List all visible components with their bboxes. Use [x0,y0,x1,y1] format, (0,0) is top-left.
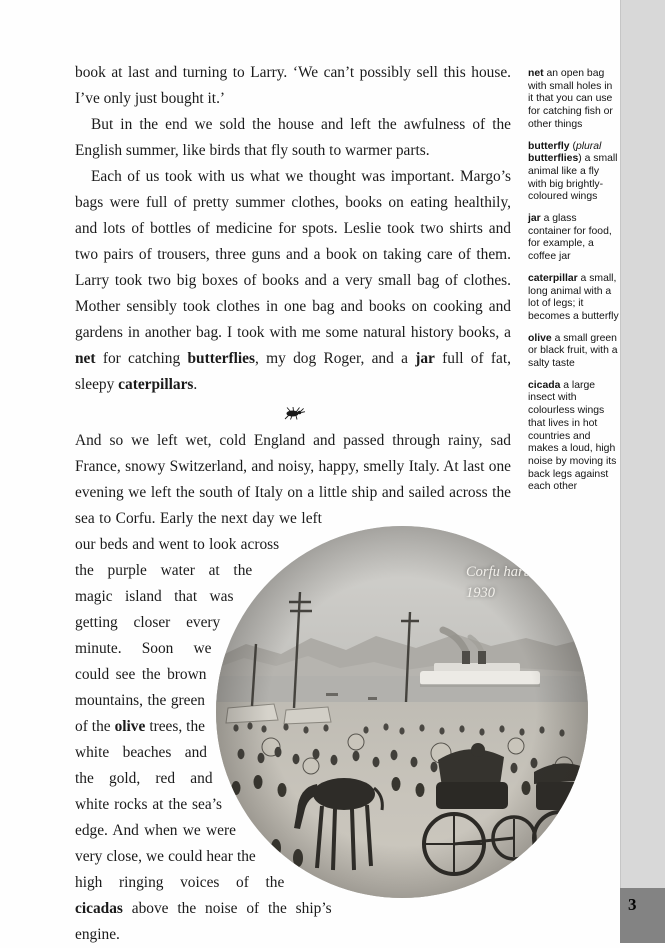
glossary-entry-cicada: cicada a large insect with colourless wings that lives in hot countries and makes a loud, high noise by moving its back legs against each other [528,379,617,493]
page-edge-strip [620,0,665,943]
page-number-box [620,888,665,943]
photo-caption-line1: Corfu harbour, [466,564,554,580]
paragraph-text: And so we left wet, cold England and passed through rainy, sad France, snowy Switzerland, and noisy, happy, smelly Italy. At last one evening we left the south of Italy on a little ship and sailed across the sea to Corfu. Early the next day we left our beds and went to look across the purple water at the magic island that was getting closer every minute. Soon we could see the brown mountains, the green of the olive trees, the white beaches and the gold, red and white rocks at the sea’s edge. And when we were very close, we could hear the high ringing voices of the cicadas above the noise of the ship’s engine. [75,432,511,943]
glossary-entry-olive: olive a small green or black fruit, with a salty taste [528,332,618,370]
photo-caption [466,562,588,604]
photo-float-spacer [75,428,554,908]
insect-icon [280,406,306,420]
photo-caption-line2: 1930 [466,585,495,601]
glossary-entry-caterpillar: caterpillar a small, long animal with a lot of legs; it becomes a butterfly [528,272,619,322]
corfu-harbour-photo [216,526,588,898]
paragraph: book at last and turning to Larry. ‘We can’t possibly sell this house. I’ve only just bought it.’ [75,64,511,107]
paragraph [75,428,554,948]
page-number: 3 [628,895,637,914]
section-divider [75,401,511,425]
glossary-entry-jar: jar a glass container for food, for example, a coffee jar [528,213,612,263]
glossary-sidebar [528,68,620,503]
glossary-entry-net: net an open bag with small holes in it that you can use for catching fish or other things [528,68,613,130]
paragraph: But in the end we sold the house and left the awfulness of the English summer, like birds that fly south to warmer parts. [75,116,511,159]
glossary-entry-butterfly: butterfly (plural butterflies) a small animal like a fly with big brightly-coloured wings [528,140,618,203]
main-text-column [75,60,554,948]
paragraph: Each of us took with us what we thought was important. Margo’s bags were full of pretty summer clothes, books on eating healthily, and lots of bottles of medicine for spots. Leslie took two shirts and two pairs of trousers, three guns and a book on taking care of them. Larry took two big boxes of books and a very small bag of clothes. Mother sensibly took clothes in one bag and books on cooking and gardens in another bag. I took with me some natural history books, a net for catching butterflies, my dog Roger, and a jar full of fat, sleepy caterpillars. [75,168,511,393]
